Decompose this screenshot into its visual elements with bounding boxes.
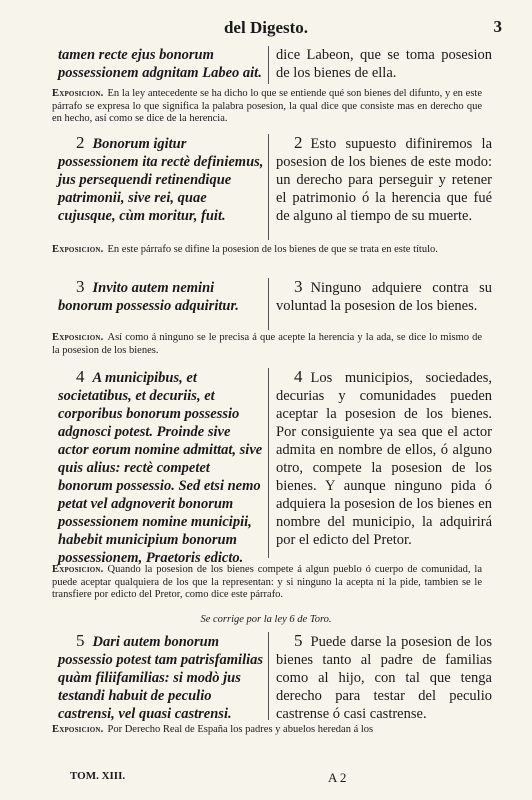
exposicion-1 (52, 88, 482, 126)
exposicion-5 (52, 724, 482, 737)
exposicion-label: Exposicion. (52, 564, 104, 575)
paragraph-number: 5 (294, 631, 303, 650)
paragraph-number: 2 (76, 133, 85, 152)
column-divider (268, 46, 269, 84)
exposicion-text: Así como á ninguno se le precisa á que acepte la herencia y la ada, se dice lo mismo de la posesion de los bienes. (52, 332, 482, 356)
exposicion-3 (52, 332, 482, 357)
spanish-text (276, 368, 492, 549)
column-divider (268, 134, 269, 240)
spanish-text (276, 632, 492, 723)
signature-mark: A 2 (328, 770, 347, 785)
paragraph-pair-3 (0, 278, 532, 334)
exposicion-text: Por Derecho Real de España los padres y abuelos heredan á los (107, 724, 374, 735)
column-divider (268, 278, 269, 330)
spanish-text (276, 46, 492, 82)
page-number: 3 (493, 17, 502, 36)
spanish-body: Ninguno adquiere contra su voluntad la posesion de los bienes. (276, 280, 492, 314)
latin-text (58, 632, 264, 723)
exposicion-2 (52, 244, 482, 257)
spanish-body: Los municipios, sociedades, decurias y comunidades pueden aceptar la posesion de los bienes. Por consiguiente ya sea que el actor admita en nombre de ellos, ó alguno otro, compete la posesion de los bienes. Y aunque ninguno pida ó adquiera la posesion de los bienes en nombre del municipio, la adquirirá por el edicto del Pretor. (276, 370, 492, 548)
latin-text (58, 134, 264, 225)
correction-note: Se corrige por la ley 6 de Toro. (200, 614, 332, 625)
exposicion-text: Quando la posesion de los bienes compete á algun pueblo ó cuerpo de comunidad, la puede aceptar qualquiera de los que la representan: y si ninguno la acepta ni la pide, tambien se le transfiere por edicto del Pretor, como dice este párrafo. (52, 564, 482, 600)
exposicion-4 (52, 564, 482, 602)
latin-body: Dari autem bonorum possessio potest tam patrisfamilias quàm filiifamilias: si modò jus testandi habuit de peculio castrensi, vel quasi castrensi. (58, 634, 264, 722)
paragraph-number: 3 (294, 277, 303, 296)
spanish-text (276, 134, 492, 225)
spanish-body: Puede darse la posesion de los bienes tanto al padre de familias como al hijo, con tal que tenga derecho para testar del peculio castrense ó casi castrense. (276, 634, 492, 722)
exposicion-label: Exposicion. (52, 244, 104, 255)
latin-text (58, 368, 264, 567)
volume-label: TOM. XIII. (70, 770, 126, 782)
latin-text (58, 278, 264, 315)
column-divider (268, 368, 269, 558)
spanish-body: dice Labeon, que se toma posesion de los bienes de ella. (276, 47, 492, 81)
paragraph-number: 2 (294, 133, 303, 152)
page-footer (0, 770, 532, 786)
column-divider (268, 632, 269, 720)
spanish-text (276, 278, 492, 315)
page-header (0, 18, 532, 42)
spanish-body: Esto supuesto difiniremos la posesion de los bienes de este modo: un derecho para perseguir y retener el patrimonio ó la herencia que fué de alguno al tiempo de su muerte. (276, 136, 492, 224)
paragraph-number: 5 (76, 631, 85, 650)
paragraph-pair-2 (0, 134, 532, 244)
paragraph-number: 4 (76, 367, 85, 386)
latin-body: A municipibus, et societatibus, et decuriis, et corporibus bonorum possessio adgnosci potest. Proinde sive actor eorum nomine admittat, sive quis alius: rectè competet bonorum possessio. Sed etsi nemo petat vel adgnoverit bonorum possessionem nomine municipii, habebit municipium bonorum possessionem, Praetoris edicto. (58, 370, 263, 566)
exposicion-label: Exposicion. (52, 332, 104, 343)
exposicion-label: Exposicion. (52, 724, 104, 735)
running-title: del Digesto. (223, 18, 309, 37)
latin-body: Bonorum igitur possessionem ita rectè definiemus, jus persequendi retinendique patrimonii, sive rei, quae cujusque, cùm moritur, fuit. (58, 136, 264, 224)
paragraph-pair-5 (0, 632, 532, 728)
exposicion-label: Exposicion. (52, 88, 104, 99)
exposicion-text: En este párrafo se difine la posesion de los bienes de que se trata en este título. (107, 244, 438, 255)
exposicion-text: En la ley antecedente se ha dicho lo que se entiende qué son bienes del difunto, y en este párrafo se expresa lo que significa la palabra posesion, la qual dice que consiste mas en derecho que en hecho, así como se dice de la herencia. (52, 88, 482, 124)
latin-text (58, 46, 264, 82)
paragraph-number: 4 (294, 367, 303, 386)
paragraph-pair-1 (0, 46, 532, 84)
paragraph-number: 3 (76, 277, 85, 296)
latin-body: tamen recte ejus bonorum possessionem adgnitam Labeo ait. (58, 47, 262, 81)
latin-body: Invito autem nemini bonorum possessio adquiritur. (58, 280, 239, 314)
paragraph-pair-4 (0, 368, 532, 564)
